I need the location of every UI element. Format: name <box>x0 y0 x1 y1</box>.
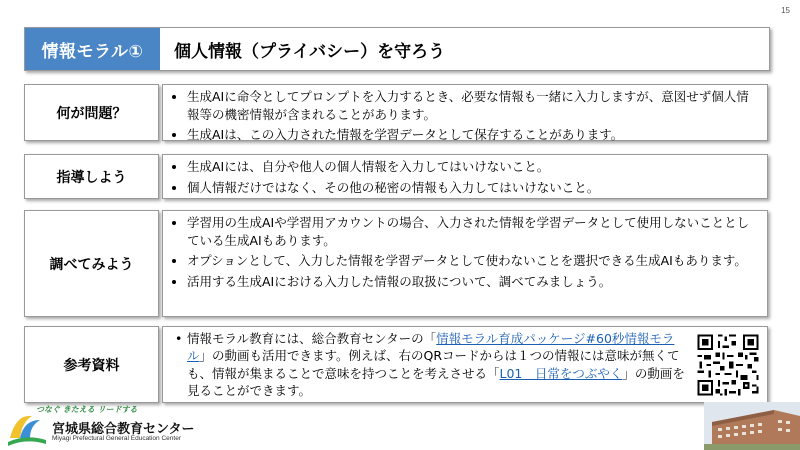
section-guidance <box>24 154 768 199</box>
section-body-investigate <box>162 210 768 317</box>
section-investigate <box>24 210 768 317</box>
section-body-guidance <box>162 154 768 199</box>
section-problem <box>24 84 768 141</box>
section-label-problem: 何が問題？ <box>24 84 159 141</box>
reference-text <box>173 330 685 400</box>
list-item: • 活用する生成AIにおける入力した情報の取扱について、調べてみましょう。 <box>187 273 761 291</box>
list-item: • オプションとして、入力した情報を学習データとして使わないことを選択できる生成AIもあります。 <box>187 252 761 270</box>
page-number: 15 <box>781 6 790 15</box>
list-item: • 生成AIは、この入力された情報を学習データとして保存することがあります。 <box>187 126 761 144</box>
link-l01-video[interactable]: L01 日常をつぶやく <box>499 365 623 381</box>
reference-text-part: 情報モラル教育には、総合教育センターの「 <box>187 330 437 346</box>
reference-text-part: 」の動画を見ることができます。 <box>187 365 685 398</box>
organization-logo <box>6 404 246 448</box>
section-body-reference <box>162 326 768 403</box>
title-tag: 情報モラル① <box>25 28 160 70</box>
section-label-reference: 参考資料 <box>24 326 159 403</box>
organization-name-en: Miyagi Prefectural General Education Center <box>52 435 181 442</box>
link-info-moral-package[interactable]: 情報モラル育成パッケージ#60秒情報モラル <box>187 330 675 363</box>
reference-text-part: 」の動画も活用できます。例えば、右のQRコードからは１つの情報には意味が無くても、情報が集まることで意味を持つことを考えさせる「 <box>187 348 680 381</box>
list-item: • 生成AIには、自分や他人の個人情報を入力してはいけないこと。 <box>187 158 761 176</box>
qr-code-icon[interactable] <box>695 332 761 398</box>
building-photo-icon <box>704 402 800 450</box>
list-item: • 生成AIに命令としてプロンプトを入力するとき、必要な情報も一緒に入力しますが、意図せず個人情報等の機密情報が含まれることがあります。 <box>187 88 761 123</box>
section-body-problem <box>162 84 768 141</box>
section-label-guidance: 指導しよう <box>24 154 159 199</box>
section-reference <box>24 326 768 403</box>
organization-name: 宮城県総合教育センター <box>52 422 195 437</box>
title-bar <box>24 27 770 71</box>
list-item: • 学習用の生成AIや学習用アカウントの場合、入力された情報を学習データとして使用しないこととしている生成AIもあります。 <box>187 214 761 249</box>
organization-tagline: つなぐ きたえる リードする <box>36 405 138 414</box>
section-label-investigate: 調べてみよう <box>24 210 159 317</box>
list-item: • 個人情報だけではなく、その他の秘密の情報も入力してはいけないこと。 <box>187 179 761 197</box>
page-title: 個人情報（プライバシー）を守ろう <box>174 41 446 62</box>
